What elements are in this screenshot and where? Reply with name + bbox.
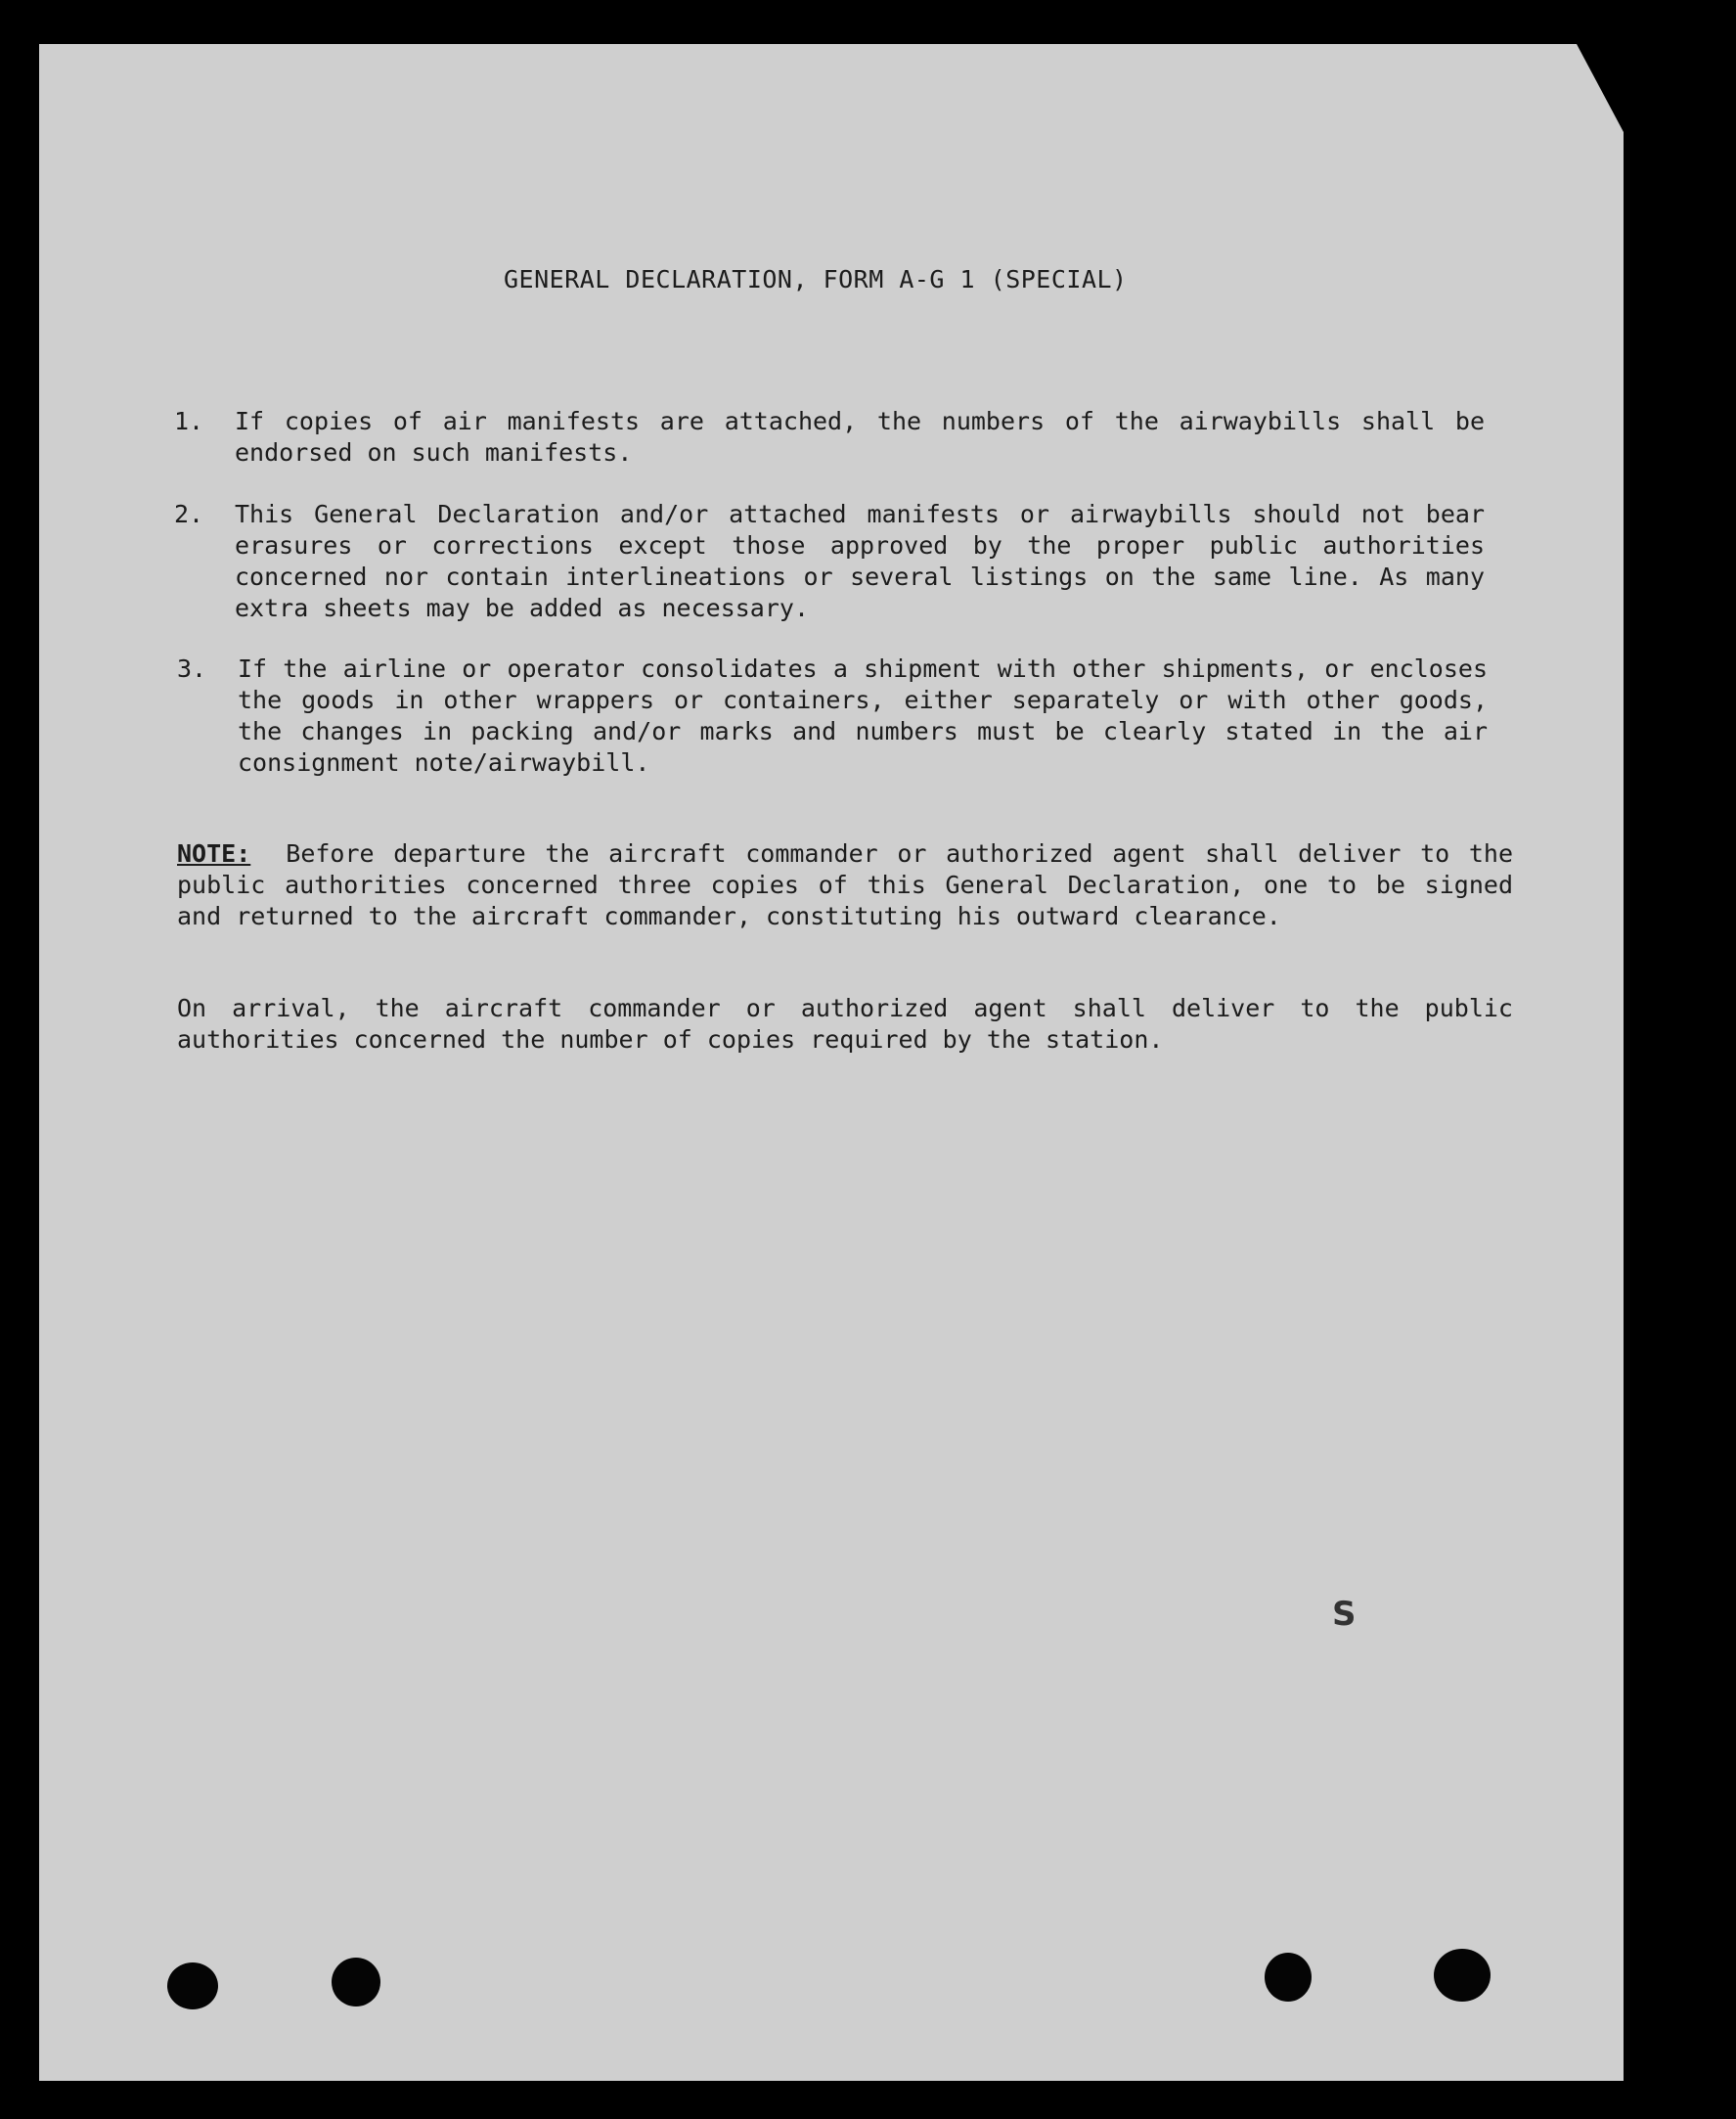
note-paragraph — [177, 838, 1513, 932]
arrival-paragraph: On arrival, the aircraft commander or authorized agent shall deliver to the public authorities concerned the number of copies required by the station. — [177, 994, 1513, 1054]
punch-hole — [332, 1958, 380, 2006]
item-number: 1. — [174, 407, 204, 435]
item-text: This General Declaration and/or attached manifests or airwaybills should not bear erasures or corrections except those approved by the proper public authorities concerned nor contain interlineations or several listings on the same line. As many extra sheets may be added as necessary. — [235, 500, 1485, 622]
punch-hole — [1434, 1949, 1491, 2002]
note-text: Before departure the aircraft commander or authorized agent shall deliver to the public authorities concerned three copies of this General Declaration, one to be signed and returned to the aircraft commander, constituting his outward clearance. — [177, 839, 1513, 930]
list-item — [174, 406, 1485, 469]
item-text: If the airline or operator consolidates a shipment with other shipments, or encloses the goods in other wrappers or containers, either separately or with other goods, the changes in packing and/or marks and numbers must be clearly stated in the air consignment note/airwaybill. — [238, 654, 1488, 777]
item-text: If copies of air manifests are attached, the numbers of the airwaybills shall be endorsed on such manifests. — [235, 407, 1485, 467]
document-page — [39, 44, 1624, 2081]
page-mark: S — [1332, 1595, 1357, 1634]
list-item — [177, 654, 1488, 779]
punch-hole — [167, 1962, 218, 2009]
document-title: GENERAL DECLARATION, FORM A-G 1 (SPECIAL) — [504, 265, 1128, 293]
item-number: 3. — [177, 654, 207, 683]
item-number: 2. — [174, 500, 204, 528]
punch-hole — [1265, 1953, 1312, 2002]
list-item — [174, 499, 1485, 624]
note-label: NOTE: — [177, 839, 251, 868]
